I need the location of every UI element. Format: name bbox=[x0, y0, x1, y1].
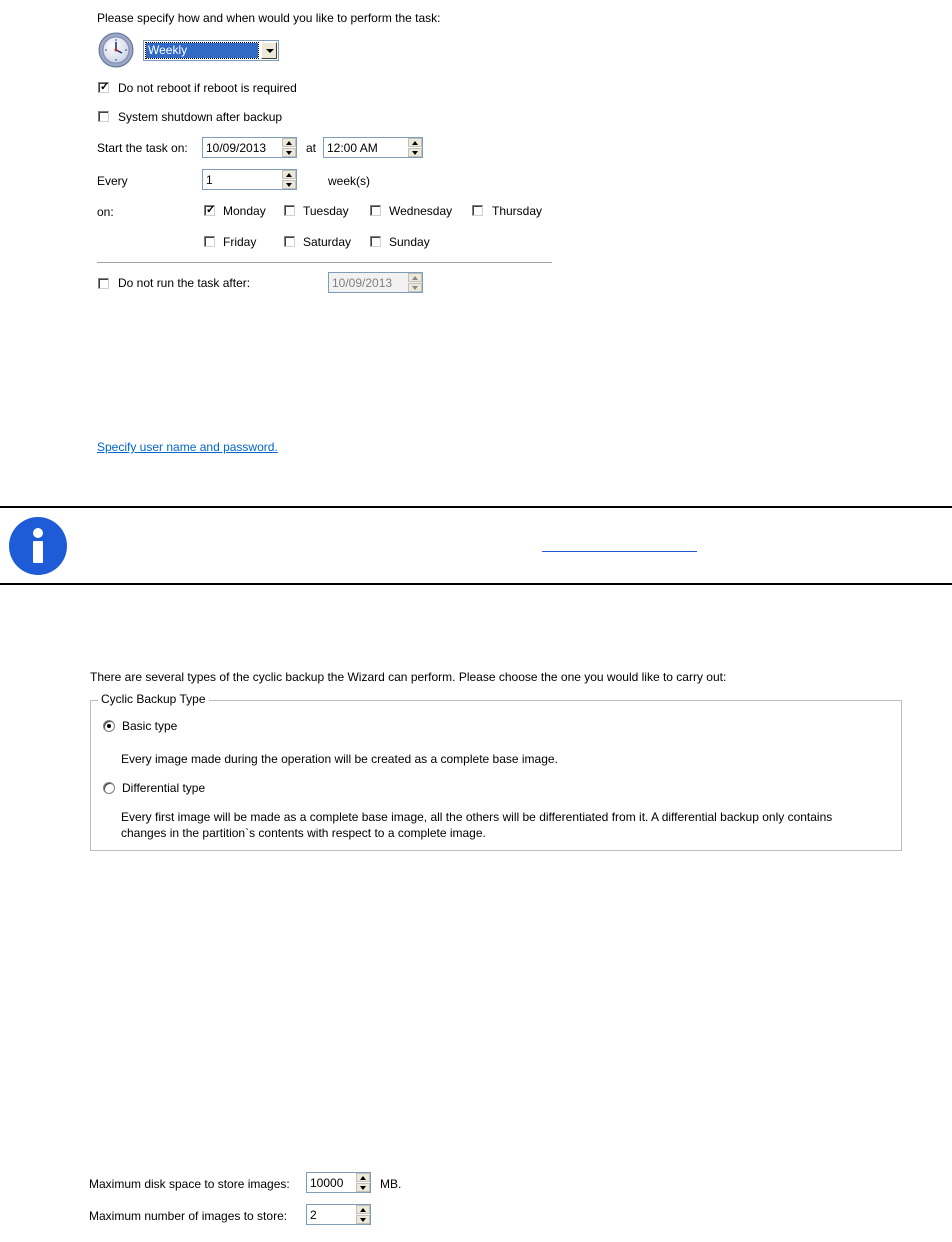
day-label: Friday bbox=[223, 235, 257, 249]
start-time-value: 12:00 AM bbox=[327, 141, 378, 155]
arrow-up-icon bbox=[412, 141, 418, 145]
day-label: Monday bbox=[223, 204, 266, 218]
checkmark-icon: ✓ bbox=[100, 81, 110, 93]
spin-up-button[interactable] bbox=[282, 170, 296, 179]
day-checkbox-sunday[interactable] bbox=[370, 236, 381, 247]
day-checkbox-saturday[interactable] bbox=[284, 236, 295, 247]
spin-down-button[interactable] bbox=[408, 283, 422, 292]
spin-up-button[interactable] bbox=[282, 138, 296, 147]
note-link-underline[interactable] bbox=[542, 551, 697, 552]
at-label: at bbox=[306, 141, 317, 155]
spin-down-button[interactable] bbox=[356, 1215, 370, 1224]
basic-type-label: Basic type bbox=[122, 719, 178, 733]
radio-selected-dot bbox=[107, 724, 111, 728]
spin-up-button[interactable] bbox=[408, 138, 422, 147]
arrow-down-icon bbox=[286, 183, 292, 187]
spin-up-button[interactable] bbox=[356, 1173, 370, 1182]
end-date-checkbox[interactable] bbox=[98, 278, 109, 289]
arrow-up-icon bbox=[360, 1176, 366, 1180]
on-label: on: bbox=[97, 205, 114, 219]
checkmark-icon: ✓ bbox=[206, 204, 216, 216]
clock-icon bbox=[97, 31, 135, 69]
spin-down-button[interactable] bbox=[356, 1183, 370, 1192]
start-date-value: 10/09/2013 bbox=[206, 141, 267, 155]
arrow-down-icon bbox=[360, 1218, 366, 1222]
chevron-down-icon bbox=[266, 49, 274, 53]
every-unit-label: week(s) bbox=[328, 174, 371, 188]
frequency-dropdown-button[interactable] bbox=[261, 42, 277, 59]
disk-space-spinner[interactable] bbox=[306, 1172, 371, 1193]
cyclic-instruction: There are several types of the cyclic backup the Wizard can perform. Please choose the one you would like to carry out: bbox=[90, 670, 727, 684]
day-label: Tuesday bbox=[303, 204, 349, 218]
spin-up-button[interactable] bbox=[356, 1205, 370, 1214]
day-checkbox-tuesday[interactable] bbox=[284, 205, 295, 216]
day-checkbox-wednesday[interactable] bbox=[370, 205, 381, 216]
every-value: 1 bbox=[206, 173, 213, 187]
disk-space-label: Maximum disk space to store images: bbox=[89, 1177, 290, 1191]
frequency-combobox[interactable] bbox=[143, 40, 279, 61]
basic-type-radio[interactable] bbox=[103, 720, 115, 732]
note-top-rule bbox=[0, 506, 952, 508]
spin-up-button[interactable] bbox=[408, 273, 422, 282]
day-checkbox-friday[interactable] bbox=[204, 236, 215, 247]
cyclic-group-title: Cyclic Backup Type bbox=[98, 692, 209, 706]
day-checkbox-thursday[interactable] bbox=[472, 205, 483, 216]
spin-down-button[interactable] bbox=[282, 148, 296, 157]
start-time-spinner[interactable] bbox=[323, 137, 423, 158]
disk-space-unit: MB. bbox=[380, 1177, 402, 1191]
differential-type-radio[interactable] bbox=[103, 782, 115, 794]
every-spinner[interactable] bbox=[202, 169, 297, 190]
shutdown-checkbox[interactable] bbox=[98, 111, 109, 122]
end-date-value: 10/09/2013 bbox=[332, 276, 393, 290]
image-count-spinner[interactable] bbox=[306, 1204, 371, 1225]
spin-down-button[interactable] bbox=[282, 180, 296, 189]
note-bottom-rule bbox=[0, 583, 952, 585]
differential-type-label: Differential type bbox=[122, 781, 206, 795]
credentials-link[interactable]: Specify user name and password. bbox=[97, 440, 278, 454]
no-reboot-label: Do not reboot if reboot is required bbox=[118, 81, 297, 95]
day-label: Thursday bbox=[492, 204, 543, 218]
day-label: Sunday bbox=[389, 235, 430, 249]
arrow-up-icon bbox=[286, 141, 292, 145]
start-date-spinner[interactable] bbox=[202, 137, 297, 158]
start-label: Start the task on: bbox=[97, 141, 188, 155]
arrow-down-icon bbox=[412, 286, 418, 290]
image-count-value: 2 bbox=[310, 1208, 317, 1222]
every-label: Every bbox=[97, 174, 128, 188]
no-reboot-checkbox[interactable] bbox=[98, 82, 109, 93]
schedule-instruction: Please specify how and when would you like to perform the task: bbox=[97, 11, 441, 25]
day-checkbox-monday[interactable] bbox=[204, 205, 215, 216]
arrow-up-icon bbox=[360, 1208, 366, 1212]
arrow-down-icon bbox=[286, 151, 292, 155]
arrow-up-icon bbox=[412, 276, 418, 280]
arrow-down-icon bbox=[412, 151, 418, 155]
info-icon bbox=[8, 516, 68, 576]
arrow-up-icon bbox=[286, 173, 292, 177]
basic-type-description: Every image made during the operation will be created as a complete base image. bbox=[121, 752, 558, 766]
end-date-label: Do not run the task after: bbox=[118, 276, 251, 290]
end-date-spinner[interactable] bbox=[328, 272, 423, 293]
day-label: Wednesday bbox=[389, 204, 453, 218]
day-label: Saturday bbox=[303, 235, 352, 249]
shutdown-label: System shutdown after backup bbox=[118, 110, 283, 124]
differential-description-line: changes in the partition`s contents with respect to a complete image. bbox=[121, 826, 486, 840]
differential-description-line: Every first image will be made as a complete base image, all the others will be differentiated from it. A differential backup only contains bbox=[121, 810, 833, 824]
disk-space-value: 10000 bbox=[310, 1176, 344, 1190]
arrow-down-icon bbox=[360, 1186, 366, 1190]
spin-down-button[interactable] bbox=[408, 148, 422, 157]
section-divider bbox=[97, 262, 552, 264]
image-count-label: Maximum number of images to store: bbox=[89, 1209, 288, 1223]
frequency-selected-value: Weekly bbox=[146, 43, 258, 58]
